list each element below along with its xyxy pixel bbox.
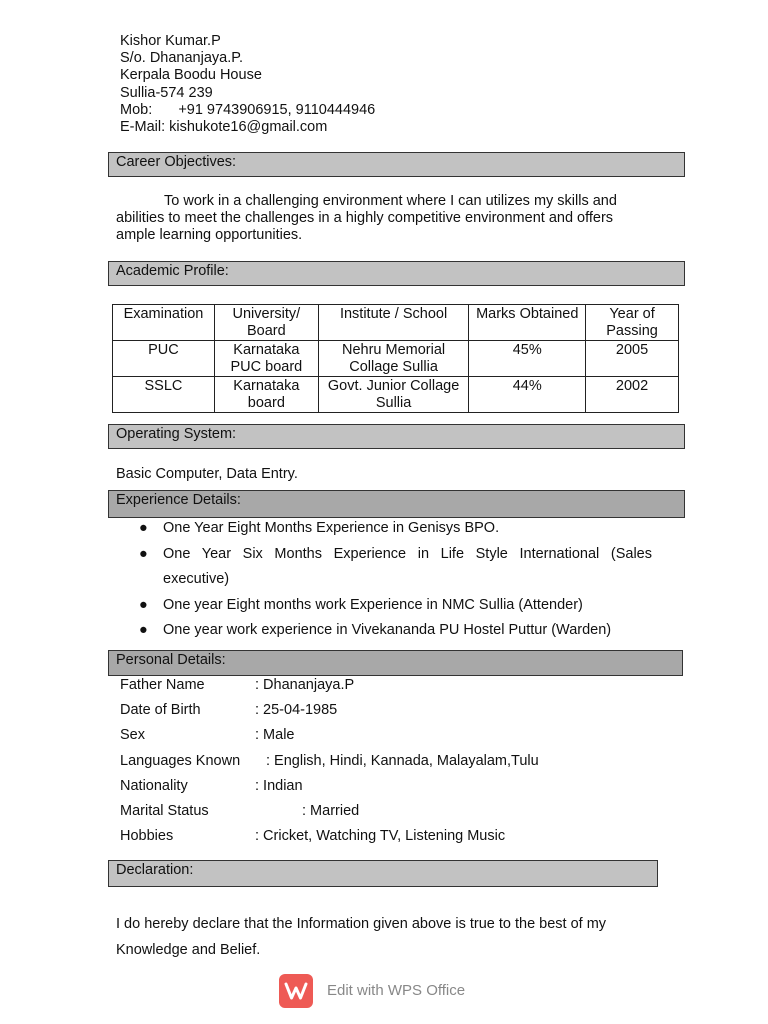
wps-label: Edit with WPS Office xyxy=(327,982,466,999)
list-item xyxy=(138,542,652,568)
cell-marks: 45% xyxy=(469,341,586,377)
value-sex: : Male xyxy=(255,727,295,744)
table-row xyxy=(113,377,679,413)
label-father-name: Father Name xyxy=(120,677,205,693)
label-hobbies: Hobbies xyxy=(120,828,174,845)
cell-institute: Nehru Memorial Collage Sullia xyxy=(318,341,469,377)
section-career-objectives: Career Objectives: xyxy=(108,152,685,177)
label-nationality: Nationality xyxy=(120,777,188,794)
list-item xyxy=(138,516,652,542)
declaration-text xyxy=(116,912,676,963)
value-father-name: : Dhananjaya.P xyxy=(255,677,355,693)
header-year-of-passing: Year of Passing xyxy=(586,305,679,341)
label-languages: Languages Known xyxy=(120,752,241,769)
parent-name: S/o. Dhananjaya.P. xyxy=(120,50,244,67)
header-institute-school: Institute / School xyxy=(318,305,469,341)
header-university-board: University/ Board xyxy=(214,305,318,341)
cell-institute: Govt. Junior Collage Sullia xyxy=(318,377,469,413)
list-item xyxy=(138,593,652,619)
wps-logo-icon xyxy=(279,974,313,1008)
cell-year: 2002 xyxy=(586,377,679,413)
bullet-icon: ● xyxy=(139,545,148,562)
email-value: : kishukote16@gmail.com xyxy=(161,119,328,136)
declaration-line-2: Knowledge and Belief. xyxy=(116,941,261,958)
cell-board: Karnataka PUC board xyxy=(214,341,318,377)
list-item-continuation xyxy=(138,567,652,593)
email-line xyxy=(120,119,375,136)
value-nationality: : Indian xyxy=(255,777,303,794)
candidate-name: Kishor Kumar.P xyxy=(120,33,221,49)
experience-text: One year work experience in Vivekananda PU Hostel Puttur (Warden) xyxy=(163,622,612,638)
operating-system-text: Basic Computer, Data Entry. xyxy=(116,466,298,482)
academic-table-header xyxy=(113,305,679,341)
value-dob: : 25-04-1985 xyxy=(255,702,338,719)
cell-marks: 44% xyxy=(469,377,586,413)
value-marital-status: : Married xyxy=(302,802,360,819)
mobile-label: Mob: xyxy=(120,101,153,118)
cell-year: 2005 xyxy=(586,341,679,377)
experience-text: One Year Eight Months Experience in Genisys BPO. xyxy=(163,520,500,536)
cell-board: Karnataka board xyxy=(214,377,318,413)
header-marks-obtained: Marks Obtained xyxy=(469,305,586,341)
address-line-1: Kerpala Boodu House xyxy=(120,67,262,84)
section-declaration: Declaration: xyxy=(108,860,658,887)
label-dob: Date of Birth xyxy=(120,702,201,719)
experience-text: One Year Six Months Experience in Life Style International (Sales xyxy=(163,545,652,562)
career-objective-body: To work in a challenging environment where I can utilizes my skills and abilities to meet the challenges in a highly competitive environment and offers ample learning opportunities. xyxy=(116,193,617,243)
bullet-icon: ● xyxy=(139,596,148,613)
experience-text: One year Eight months work Experience in NMC Sullia (Attender) xyxy=(163,596,583,613)
academic-table xyxy=(112,304,679,413)
value-hobbies: : Cricket, Watching TV, Listening Music xyxy=(255,828,506,845)
section-experience-details: Experience Details: xyxy=(108,490,685,518)
section-academic-profile: Academic Profile: xyxy=(108,261,685,286)
contact-block xyxy=(120,33,375,136)
career-objective-text xyxy=(116,193,652,244)
section-personal-details: Personal Details: xyxy=(108,650,683,676)
header-examination: Examination xyxy=(113,305,215,341)
bullet-icon: ● xyxy=(139,520,148,536)
list-item xyxy=(138,618,652,644)
cell-examination: PUC xyxy=(113,341,215,377)
section-operating-system: Operating System: xyxy=(108,424,685,449)
experience-text: executive) xyxy=(163,571,230,587)
address-line-2: Sullia-574 239 xyxy=(120,84,213,101)
mobile-line xyxy=(120,102,375,119)
bullet-icon: ● xyxy=(139,622,148,638)
email-label: E-Mail xyxy=(120,119,162,136)
declaration-line-1: I do hereby declare that the Information given above is true to the best of my xyxy=(116,916,607,932)
cell-examination: SSLC xyxy=(113,377,215,413)
experience-list xyxy=(138,516,652,644)
label-sex: Sex xyxy=(120,727,145,744)
mobile-value: +91 9743906915, 9110444946 xyxy=(178,101,376,118)
table-row xyxy=(113,341,679,377)
label-marital-status: Marital Status xyxy=(120,802,209,819)
value-languages: : English, Hindi, Kannada, Malayalam,Tulu xyxy=(266,752,539,769)
